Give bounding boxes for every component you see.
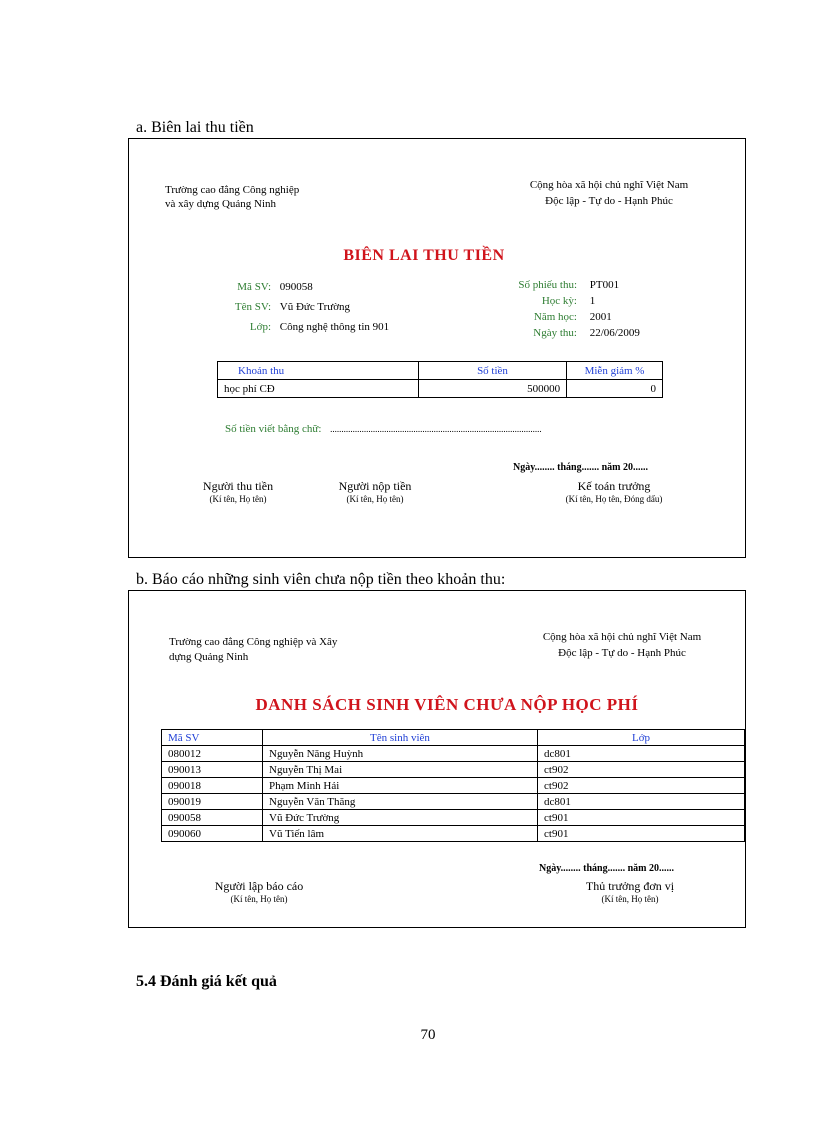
table-row — [218, 380, 663, 398]
amount-in-words-dots: .............................................................................................. — [330, 424, 542, 434]
field-label: Học kỳ: — [541, 295, 577, 307]
header-discount: Miễn giảm % — [567, 362, 663, 380]
report-republic-block — [507, 629, 737, 661]
cell-class: dc801 — [538, 746, 745, 762]
signature-title: Kế toán trưởng — [577, 479, 651, 493]
signature-title: Người nộp tiền — [338, 479, 412, 493]
receipt-field-semester — [489, 293, 640, 309]
cell-class: ct902 — [538, 778, 745, 794]
table-row — [162, 778, 745, 794]
report-date-line: Ngày........ tháng....... năm 20...... — [539, 863, 675, 874]
section-5-4-heading: 5.4 Đánh giá kết quả — [136, 973, 277, 990]
field-label: Số phiếu thu: — [518, 279, 577, 291]
table-row — [162, 810, 745, 826]
signature-report-maker — [199, 879, 319, 904]
signature-title: Người lập báo cáo — [214, 879, 304, 893]
amount-in-words-label: Số tiền viết bằng chữ: — [225, 423, 322, 435]
receipt-left-fields — [223, 277, 389, 337]
cell-class: ct901 — [538, 826, 745, 842]
report-panel — [128, 590, 746, 928]
unpaid-students-table — [161, 729, 745, 842]
receipt-school-line2: và xây dựng Quảng Ninh — [165, 198, 277, 210]
report-school-block — [169, 635, 337, 665]
receipt-field-receipt-no — [489, 277, 640, 293]
cell-student-name: Nguyễn Thị Mai — [263, 762, 538, 778]
receipt-field-date — [489, 325, 640, 341]
field-value: PT001 — [589, 279, 620, 291]
field-value: 1 — [589, 295, 596, 307]
report-school-line1: Trường cao đẳng Công nghiệp và Xây — [169, 636, 338, 648]
field-label: Mã SV: — [237, 281, 271, 293]
table-row — [162, 826, 745, 842]
signature-title: Thủ trưởng đơn vị — [585, 879, 675, 893]
receipt-right-fields — [489, 277, 640, 341]
signature-note: (Kí tên, Họ tên) — [346, 494, 404, 504]
report-republic-line2: Độc lập - Tự do - Hạnh Phúc — [558, 647, 686, 659]
signature-unit-head — [565, 879, 695, 904]
receipt-school-block — [165, 183, 299, 211]
receipt-panel — [128, 138, 746, 558]
signature-chief-accountant — [539, 479, 689, 504]
cell-student-name: Vũ Tiến lâm — [263, 826, 538, 842]
receipt-field-school-year — [489, 309, 640, 325]
header-student-id: Mã SV — [162, 730, 263, 746]
table-header-row — [218, 362, 663, 380]
field-label: Tên SV: — [234, 301, 271, 313]
cell-student-id: 080012 — [162, 746, 263, 762]
cell-discount: 0 — [567, 380, 663, 398]
report-title: DANH SÁCH SINH VIÊN CHƯA NỘP HỌC PHÍ — [255, 695, 639, 714]
header-student-name: Tên sinh viên — [263, 730, 538, 746]
cell-student-name: Vũ Đức Trường — [263, 810, 538, 826]
header-class: Lớp — [538, 730, 745, 746]
cell-class: ct902 — [538, 762, 745, 778]
receipt-republic-line2: Độc lập - Tự do - Hạnh Phúc — [545, 195, 673, 207]
cell-amount: 500000 — [418, 380, 566, 398]
receipt-republic-line1: Cộng hòa xã hội chủ nghĩ Việt Nam — [529, 179, 689, 191]
section-b-heading: b. Báo cáo những sinh viên chưa nộp tiền theo khoản thu: — [136, 571, 506, 588]
field-value: Công nghệ thông tin 901 — [279, 321, 390, 333]
signature-note: (Kí tên, Họ tên) — [209, 494, 267, 504]
table-row — [162, 794, 745, 810]
receipt-date-line: Ngày........ tháng....... năm 20...... — [513, 462, 649, 473]
signature-note: (Kí tên, Họ tên, Đóng dấu) — [565, 494, 663, 504]
receipt-republic-block — [499, 177, 719, 209]
receipt-field-student-name — [223, 297, 389, 317]
cell-class: dc801 — [538, 794, 745, 810]
field-label: Lớp: — [249, 321, 271, 333]
table-header-row — [162, 730, 745, 746]
receipt-table — [217, 361, 663, 398]
field-value: 22/06/2009 — [589, 327, 640, 339]
cell-student-name: Phạm Minh Hải — [263, 778, 538, 794]
cell-student-id: 090013 — [162, 762, 263, 778]
cell-student-id: 090018 — [162, 778, 263, 794]
amount-in-words-line — [225, 423, 542, 435]
cell-class: ct901 — [538, 810, 745, 826]
signature-note: (Kí tên, Họ tên) — [230, 894, 288, 904]
receipt-field-class — [223, 317, 389, 337]
page-number: 70 — [420, 1027, 436, 1043]
section-a-heading: a. Biên lai thu tiền — [136, 119, 254, 136]
field-value: 090058 — [279, 281, 313, 293]
report-school-line2: dựng Quảng Ninh — [169, 651, 249, 663]
table-row — [162, 746, 745, 762]
cell-student-name: Nguyễn Năng Huỳnh — [263, 746, 538, 762]
field-value: 2001 — [589, 311, 612, 323]
field-label: Năm học: — [533, 311, 577, 323]
signature-title: Người thu tiền — [202, 479, 274, 493]
header-amount: Số tiền — [418, 362, 566, 380]
receipt-field-student-id — [223, 277, 389, 297]
header-fee-item: Khoản thu — [218, 362, 419, 380]
report-republic-line1: Cộng hòa xã hội chủ nghĩ Việt Nam — [542, 631, 702, 643]
cell-fee-item: học phí CĐ — [218, 380, 419, 398]
cell-student-id: 090019 — [162, 794, 263, 810]
signature-collector — [193, 479, 283, 504]
cell-student-id: 090060 — [162, 826, 263, 842]
field-value: Vũ Đức Trường — [279, 301, 351, 313]
field-label: Ngày thu: — [533, 327, 577, 339]
signature-note: (Kí tên, Họ tên) — [601, 894, 659, 904]
cell-student-name: Nguyễn Văn Thăng — [263, 794, 538, 810]
table-row — [162, 762, 745, 778]
receipt-title: BIÊN LAI THU TIỀN — [343, 247, 505, 264]
receipt-school-line1: Trường cao đẳng Công nghiệp — [165, 184, 300, 196]
signature-payer — [325, 479, 425, 504]
cell-student-id: 090058 — [162, 810, 263, 826]
